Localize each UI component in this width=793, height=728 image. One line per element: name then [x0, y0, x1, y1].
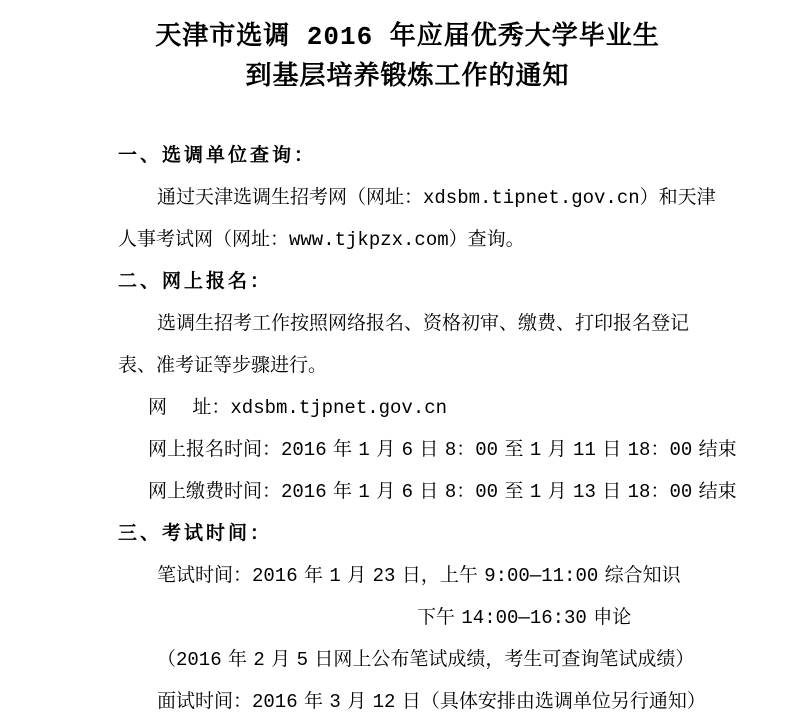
section-3-written-exam-am-line: 笔试时间：2016 年 1 月 23 日，上午 9:00—11:00 综合知识 — [157, 565, 681, 587]
section-3-interview-line: 面试时间：2016 年 3 月 12 日（具体安排由选调单位另行通知） — [157, 691, 706, 713]
section-2-heading: 二、网上报名： — [118, 271, 273, 293]
document-title — [118, 17, 697, 97]
title-line-1: 天津市选调 2016 年应届优秀大学毕业生 — [155, 22, 660, 52]
section-2-paragraph-line-2: 表、准考证等步骤进行。 — [118, 355, 328, 377]
title-line-2: 到基层培养锻炼工作的通知 — [245, 62, 570, 92]
section-1-paragraph-line-1: 通过天津选调生招考网（网址：xdsbm.tipnet.gov.cn）和天津 — [157, 187, 716, 209]
section-3-written-exam-pm-line: 下午 14:00—16:30 申论 — [417, 607, 632, 629]
section-1-heading: 一、选调单位查询： — [118, 145, 317, 167]
section-3-heading: 三、考试时间： — [118, 523, 273, 545]
section-2-payment-time-line: 网上缴费时间：2016 年 1 月 6 日 8：00 至 1 月 13 日 18：00 结束 — [148, 481, 737, 503]
section-2-website-line: 网 址：xdsbm.tjpnet.gov.cn — [148, 397, 448, 419]
section-3-score-note-line: （2016 年 2 月 5 日网上公布笔试成绩，考生可查询笔试成绩） — [157, 649, 695, 671]
section-2-signup-time-line: 网上报名时间：2016 年 1 月 6 日 8：00 至 1 月 11 日 18：00 结束 — [148, 439, 737, 461]
section-2-paragraph-line-1: 选调生招考工作按照网络报名、资格初审、缴费、打印报名登记 — [157, 313, 690, 335]
section-1-paragraph-line-2: 人事考试网（网址：www.tjkpzx.com）查询。 — [118, 229, 525, 251]
document-body — [118, 135, 737, 723]
